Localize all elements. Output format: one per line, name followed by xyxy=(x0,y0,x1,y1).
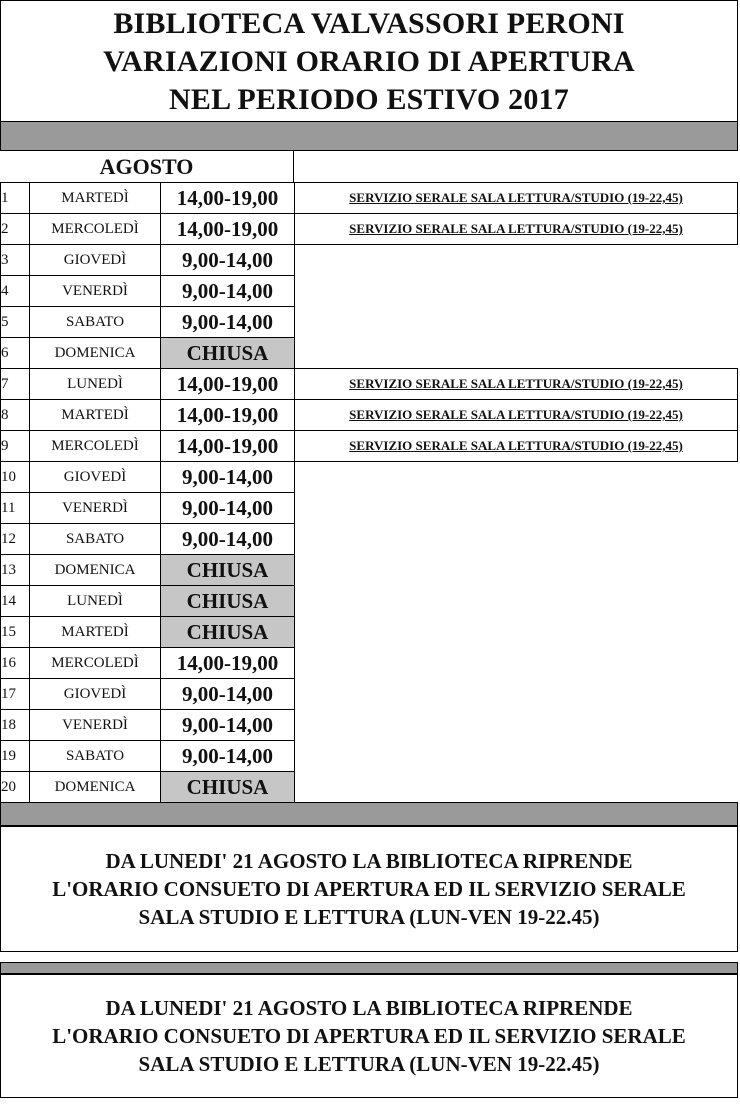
schedule-row xyxy=(1,214,738,245)
schedule-row xyxy=(1,586,738,617)
opening-hours: 14,00-19,00 xyxy=(161,648,295,679)
weekday: VENERDÌ xyxy=(30,493,161,524)
notice-box-repeat xyxy=(0,974,738,1098)
title-line-period: NEL PERIODO ESTIVO 2017 xyxy=(169,83,569,116)
notice-repeat-line-1: DA LUNEDI' 21 AGOSTO LA BIBLIOTECA RIPRENDE xyxy=(105,996,633,1020)
closed-label: CHIUSA xyxy=(161,555,295,586)
empty-note-cell xyxy=(295,617,738,648)
empty-note-cell xyxy=(295,338,738,369)
schedule-row xyxy=(1,245,738,276)
weekday: LUNEDÌ xyxy=(30,369,161,400)
schedule-row xyxy=(1,679,738,710)
schedule-body xyxy=(1,183,738,803)
notice-line-1: DA LUNEDI' 21 AGOSTO LA BIBLIOTECA RIPRENDE xyxy=(105,849,633,873)
day-number: 6 xyxy=(1,338,30,369)
schedule-row xyxy=(1,772,738,803)
closed-label: CHIUSA xyxy=(161,617,295,648)
empty-note-cell xyxy=(295,493,738,524)
schedule-row xyxy=(1,493,738,524)
opening-hours: 9,00-14,00 xyxy=(161,462,295,493)
notice-box xyxy=(0,826,738,952)
weekday: MERCOLEDÌ xyxy=(30,214,161,245)
day-number: 12 xyxy=(1,524,30,555)
closed-label: CHIUSA xyxy=(161,772,295,803)
empty-note-cell xyxy=(295,679,738,710)
schedule-row xyxy=(1,741,738,772)
day-number: 15 xyxy=(1,617,30,648)
weekday: GIOVEDÌ xyxy=(30,679,161,710)
evening-service-note: SERVIZIO SERALE SALA LETTURA/STUDIO (19-22,45) xyxy=(295,400,738,431)
day-number: 18 xyxy=(1,710,30,741)
day-number: 3 xyxy=(1,245,30,276)
empty-note-cell xyxy=(295,245,738,276)
notice-repeat-line-2: L'ORARIO CONSUETO DI APERTURA ED IL SERVIZIO SERALE xyxy=(52,1024,686,1048)
schedule-row xyxy=(1,276,738,307)
day-number: 2 xyxy=(1,214,30,245)
day-number: 4 xyxy=(1,276,30,307)
gray-divider-middle xyxy=(0,802,738,826)
day-number: 17 xyxy=(1,679,30,710)
schedule-row xyxy=(1,524,738,555)
opening-hours: 9,00-14,00 xyxy=(161,307,295,338)
schedule-row xyxy=(1,555,738,586)
closed-label: CHIUSA xyxy=(161,586,295,617)
weekday: SABATO xyxy=(30,307,161,338)
day-number: 1 xyxy=(1,183,30,214)
empty-note-cell xyxy=(295,586,738,617)
notice-repeat-line-3: SALA STUDIO E LETTURA (LUN-VEN 19-22.45) xyxy=(138,1052,600,1076)
weekday: LUNEDÌ xyxy=(30,586,161,617)
schedule-row xyxy=(1,462,738,493)
schedule-row xyxy=(1,431,738,462)
day-number: 20 xyxy=(1,772,30,803)
evening-service-note: SERVIZIO SERALE SALA LETTURA/STUDIO (19-22,45) xyxy=(295,369,738,400)
weekday: MERCOLEDÌ xyxy=(30,648,161,679)
opening-hours: 9,00-14,00 xyxy=(161,741,295,772)
day-number: 13 xyxy=(1,555,30,586)
title-line-library: BIBLIOTECA VALVASSORI PERONI xyxy=(113,7,625,40)
evening-service-note: SERVIZIO SERALE SALA LETTURA/STUDIO (19-22,45) xyxy=(295,214,738,245)
weekday: MERCOLEDÌ xyxy=(30,431,161,462)
weekday: VENERDÌ xyxy=(30,710,161,741)
empty-note-cell xyxy=(295,462,738,493)
empty-note-cell xyxy=(295,555,738,586)
empty-note-cell xyxy=(295,276,738,307)
schedule-row xyxy=(1,369,738,400)
schedule-row xyxy=(1,400,738,431)
opening-hours: 9,00-14,00 xyxy=(161,710,295,741)
schedule-table xyxy=(0,182,738,803)
opening-hours: 9,00-14,00 xyxy=(161,493,295,524)
empty-note-cell xyxy=(295,524,738,555)
day-number: 7 xyxy=(1,369,30,400)
opening-hours: 9,00-14,00 xyxy=(161,276,295,307)
weekday: SABATO xyxy=(30,741,161,772)
empty-note-cell xyxy=(295,648,738,679)
evening-service-note: SERVIZIO SERALE SALA LETTURA/STUDIO (19-22,45) xyxy=(295,431,738,462)
day-number: 8 xyxy=(1,400,30,431)
schedule-row xyxy=(1,648,738,679)
opening-hours: 14,00-19,00 xyxy=(161,431,295,462)
opening-hours: 9,00-14,00 xyxy=(161,245,295,276)
schedule-row xyxy=(1,338,738,369)
day-number: 10 xyxy=(1,462,30,493)
opening-hours: 14,00-19,00 xyxy=(161,369,295,400)
opening-hours: 14,00-19,00 xyxy=(161,183,295,214)
title-line-variations: VARIAZIONI ORARIO DI APERTURA xyxy=(103,45,635,78)
closed-label: CHIUSA xyxy=(161,338,295,369)
empty-note-cell xyxy=(295,772,738,803)
day-number: 9 xyxy=(1,431,30,462)
notice-line-2: L'ORARIO CONSUETO DI APERTURA ED IL SERVIZIO SERALE xyxy=(52,877,686,901)
day-number: 16 xyxy=(1,648,30,679)
weekday: VENERDÌ xyxy=(30,276,161,307)
empty-note-cell xyxy=(295,710,738,741)
weekday: MARTEDÌ xyxy=(30,617,161,648)
empty-note-cell xyxy=(295,741,738,772)
schedule-row xyxy=(1,617,738,648)
weekday: MARTEDÌ xyxy=(30,400,161,431)
schedule-row xyxy=(1,307,738,338)
empty-note-cell xyxy=(295,307,738,338)
evening-service-note: SERVIZIO SERALE SALA LETTURA/STUDIO (19-22,45) xyxy=(295,183,738,214)
schedule-row xyxy=(1,183,738,214)
schedule-row xyxy=(1,710,738,741)
opening-hours: 14,00-19,00 xyxy=(161,400,295,431)
weekday: GIOVEDÌ xyxy=(30,462,161,493)
opening-hours: 9,00-14,00 xyxy=(161,524,295,555)
month-header: AGOSTO xyxy=(0,151,294,182)
gray-divider-top xyxy=(0,122,738,151)
weekday: DOMENICA xyxy=(30,338,161,369)
notice-line-3: SALA STUDIO E LETTURA (LUN-VEN 19-22.45) xyxy=(138,905,600,929)
weekday: DOMENICA xyxy=(30,772,161,803)
weekday: DOMENICA xyxy=(30,555,161,586)
day-number: 11 xyxy=(1,493,30,524)
day-number: 14 xyxy=(1,586,30,617)
title-box xyxy=(0,0,738,122)
weekday: MARTEDÌ xyxy=(30,183,161,214)
weekday: GIOVEDÌ xyxy=(30,245,161,276)
weekday: SABATO xyxy=(30,524,161,555)
opening-hours: 14,00-19,00 xyxy=(161,214,295,245)
opening-hours: 9,00-14,00 xyxy=(161,679,295,710)
day-number: 19 xyxy=(1,741,30,772)
day-number: 5 xyxy=(1,307,30,338)
gray-divider-bottom xyxy=(0,962,738,974)
